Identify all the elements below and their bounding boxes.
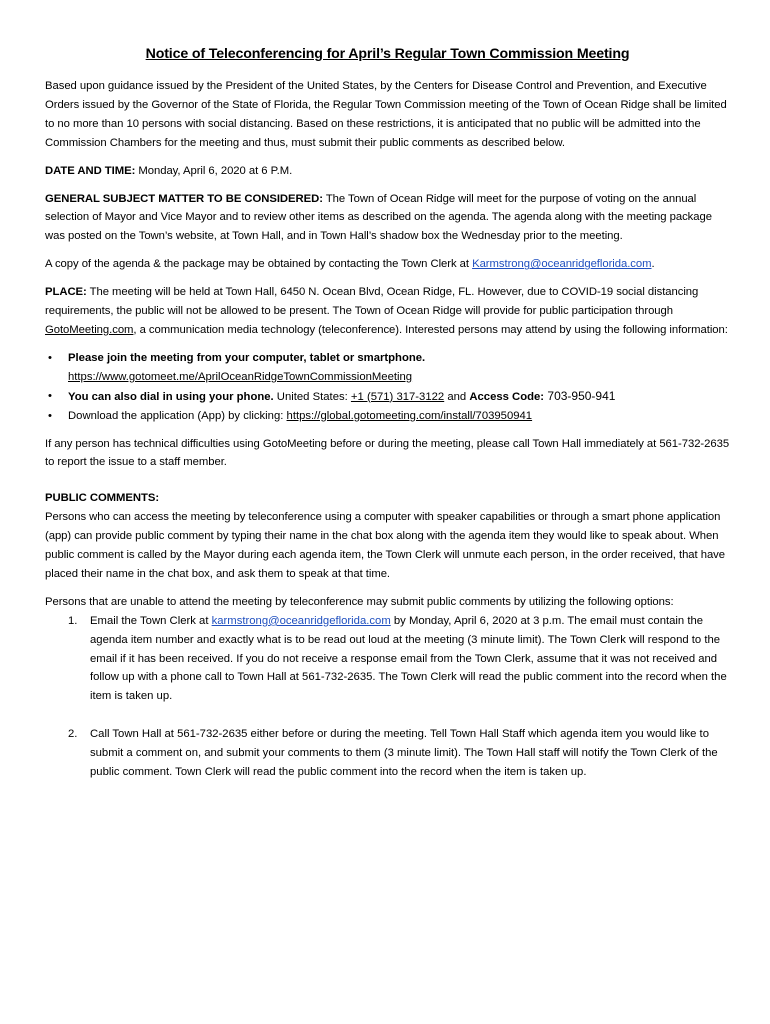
subject-paragraph [45,190,730,247]
access-code-label: Access Code: [469,390,545,403]
public-comments-text: Persons who can access the meeting by teleconference using a computer with speaker capabilities or through a smart phone application (app) can provide public comment by typing their name in the chat box along with the agenda item they would like to speak about. When public comment is called by the Mayor during each agenda item, the Town Clerk will unmute each person, in the order received, that have placed their name in the chat box, and ask them to speak at that time. [45,511,726,580]
option-1-email-link[interactable]: karmstrong@oceanridgeflorida.com [211,614,391,627]
bullet-icon: • [48,389,52,402]
date-time-paragraph [45,162,730,181]
clerk-email-link[interactable]: Karmstrong@oceanridgeflorida.com [472,258,652,271]
agenda-copy-text: A copy of the agenda & the package may be obtained by contacting the Town Clerk at [45,258,473,271]
public-comments-label: PUBLIC COMMENTS: [45,492,160,505]
list-item [45,387,730,407]
access-code-value: 703-950-941 [544,388,616,403]
bullet-icon: • [48,351,52,364]
option-1-text-b: by Monday, April 6, 2020 at 3 p.m. The email must contain the agenda item number and exactly what is to be read out loud at the meeting (3 minute limit). The Town Clerk will respond to the email if it has been received. If you do not receive a response email from the Town Clerk, assume that it was not received and follow up with a phone call to Town Hall at 561-732-2635. The Town Clerk will read the public comment into the record when the item is taken up. [90,614,727,703]
option-1-text-a: Email the Town Clerk at [90,614,212,627]
comment-options-list [45,612,730,782]
date-time-value: Monday, April 6, 2020 at 6 P.M. [135,164,293,177]
meeting-url-link[interactable]: https://www.gotomeet.me/AprilOceanRidgeTownCommissionMeeting [68,370,413,383]
bullet-icon: • [48,409,52,422]
place-label: PLACE: [45,286,87,299]
dial-in-phone-link[interactable]: +1 (571) 317-3122 [350,390,445,403]
download-app-link[interactable]: https://global.gotomeeting.com/install/703950941 [286,409,533,422]
subject-text: The Town of Ocean Ridge will meet for the purpose of voting on the annual selection of Mayor and Vice Mayor and to review other items as described on the agenda. The agenda along with the meeting package was posted on the Town’s website, at Town Hall, and in Town Hall’s shadow box the Wednesday prior to the meeting. [45,192,712,243]
intro-paragraph: Based upon guidance issued by the President of the United States, by the Centers for Disease Control and Prevention, and Executive Orders issued by the Governor of the State of Florida, the Regular Town Commission meeting of the Town of Ocean Ridge shall be limited to no more than 10 persons with social distancing. Based on these restrictions, it is anticipated that no public will be admitted into the Commission Chambers for the meeting and thus, must submit their public comments as described below. [45,80,727,149]
notice-document [45,46,730,801]
public-comments-paragraph [45,489,730,584]
option-number: 2. [68,728,78,741]
date-time-label: DATE AND TIME: [45,164,136,177]
unable-paragraph: Persons that are unable to attend the meeting by teleconference may submit public comments by utilizing the following options: [45,595,674,608]
agenda-copy-end: . [651,258,655,271]
dial-in-country: United States: [273,390,351,403]
list-item [45,349,730,387]
gotomeeting-link[interactable]: GotoMeeting.com [45,323,134,336]
subject-label: GENERAL SUBJECT MATTER TO BE CONSIDERED: [45,192,323,205]
dial-in-and: and [444,390,470,403]
dial-in-text: You can also dial in using your phone. [68,390,274,403]
list-item [45,725,730,782]
place-text-2: , a communication media technology (teleconference). Interested persons may attend by using the following information: [133,323,728,336]
option-2-text: Call Town Hall at 561-732-2635 either before or during the meeting. Tell Town Hall Staff which agenda item you would like to submit a comment on, and submit your comments to them (3 minute limit). The Town Hall staff will notify the Town Clerk of the public comment. Town Clerk will read the public comment into the record when the item is taken up. [90,728,718,779]
page-title: Notice of Teleconferencing for April’s Regular Town Commission Meeting [145,46,630,62]
download-app-text: Download the application (App) by clicking: [68,409,287,422]
join-options-list [45,349,730,426]
place-paragraph [45,283,730,340]
option-number: 1. [68,614,78,627]
agenda-copy-paragraph [45,255,730,274]
list-item [45,407,730,426]
list-item [45,612,730,707]
tech-difficulties-paragraph: If any person has technical difficulties using GotoMeeting before or during the meeting, please call Town Hall immediately at 561-732-2635 to report the issue to a staff member. [45,437,730,469]
join-computer-text: Please join the meeting from your computer, tablet or smartphone. [68,351,426,364]
place-text-1: The meeting will be held at Town Hall, 6450 N. Ocean Blvd, Ocean Ridge, FL. However, due to COVID-19 social distancing requirements, the public will not be allowed to be present. The Town of Ocean Ridge will provide for public participation through [45,286,699,318]
